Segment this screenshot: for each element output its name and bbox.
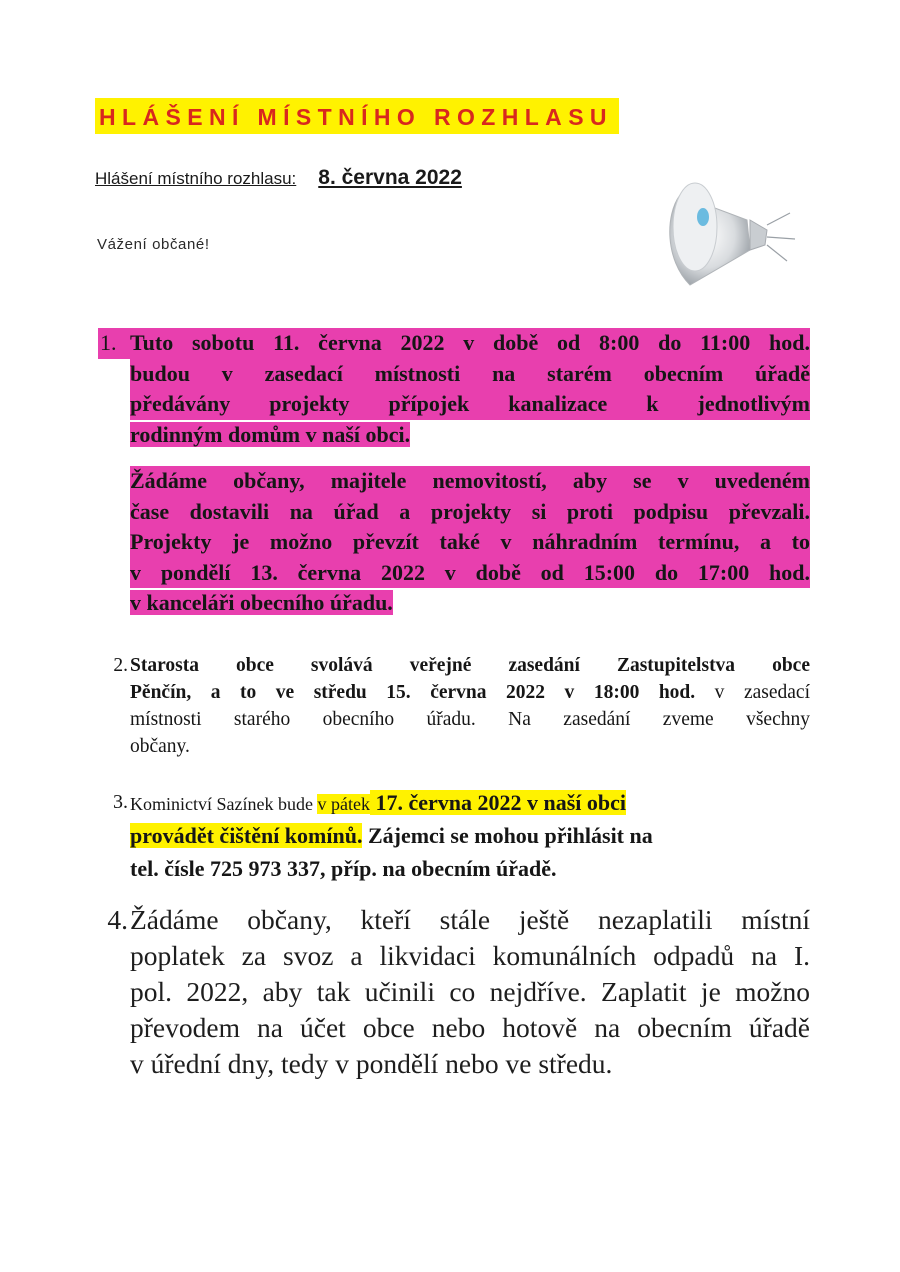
text-line: občany. <box>130 736 190 757</box>
item-number: 3. <box>113 791 128 813</box>
announcement-item-1 <box>100 328 810 619</box>
date-label: Hlášení místního rozhlasu: <box>95 169 297 188</box>
text-line: poplatek za svoz a likvidaci komunálních odpadů na I. <box>130 940 810 971</box>
page-title: HLÁŠENÍ MÍSTNÍHO ROZHLASU <box>95 98 619 134</box>
announcement-date-line <box>95 166 462 190</box>
text-line: v úřední dny, tedy v pondělí nebo ve středu. <box>130 1048 613 1079</box>
item-1-paragraph-2 <box>130 466 810 619</box>
text-part-highlighted: 17. června 2022 v naší obci <box>369 790 627 815</box>
announcement-item-2 <box>100 652 810 760</box>
loudspeaker-icon <box>655 165 810 305</box>
text-line: převodem na účet obce nebo hotově na obecním úřadě <box>130 1012 810 1043</box>
text-part: Zájemci se mohou přihlásit na <box>362 823 653 848</box>
item-number: 2. <box>113 655 128 676</box>
text-line: Tuto sobotu 11. června 2022 v době od 8:00 do 11:00 hod. <box>130 328 810 359</box>
text-line: v pondělí 13. června 2022 v době od 15:00 do 17:00 hod. <box>130 558 810 589</box>
text-line: v kanceláři obecního úřadu. <box>130 590 393 615</box>
text-line: Projekty je možno převzít také v náhradním termínu, a to <box>130 527 810 558</box>
announcement-item-3 <box>100 787 810 886</box>
text-line: tel. čísle 725 973 337, příp. na obecním úřadě. <box>130 856 557 881</box>
text-line: místnosti starého obecního úřadu. Na zasedání zveme všechny <box>130 709 810 730</box>
text-line: Starosta obce svolává veřejné zasedání Zastupitelstva obce <box>130 655 810 676</box>
item-1-paragraph-1 <box>130 328 810 450</box>
announcement-item-4 <box>100 902 810 1082</box>
text-line-normal: v zasedací <box>695 682 810 703</box>
text-line-bold: Pěnčín, a to ve středu 15. června 2022 v 18:00 hod. <box>130 682 696 703</box>
text-line: Žádáme občany, kteří stále ještě nezaplatili místní <box>130 904 810 935</box>
text-line: pol. 2022, aby tak učinili co nejdříve. Zaplatit je možno <box>130 976 810 1007</box>
text-line: Žádáme občany, majitele nemovitostí, aby se v uvedeném <box>130 466 810 497</box>
text-line: předávány projekty přípojek kanalizace k jednotlivým <box>130 389 810 420</box>
text-part-highlighted: v pátek <box>317 794 370 814</box>
greeting: Vážení občané! <box>97 236 210 253</box>
item-number: 1. <box>98 328 130 359</box>
text-line: rodinným domům v naší obci. <box>130 421 411 447</box>
item-number: 4. <box>107 904 128 935</box>
text-line: budou v zasedací místnosti na starém obecním úřadě <box>130 359 810 390</box>
text-part: Kominictví Sazínek bude <box>130 794 318 814</box>
text-part-highlighted: provádět čištění komínů. <box>130 823 363 848</box>
date-value: 8. června 2022 <box>318 166 462 189</box>
text-line: čase dostavili na úřad a projekty si proti podpisu převzali. <box>130 497 810 528</box>
